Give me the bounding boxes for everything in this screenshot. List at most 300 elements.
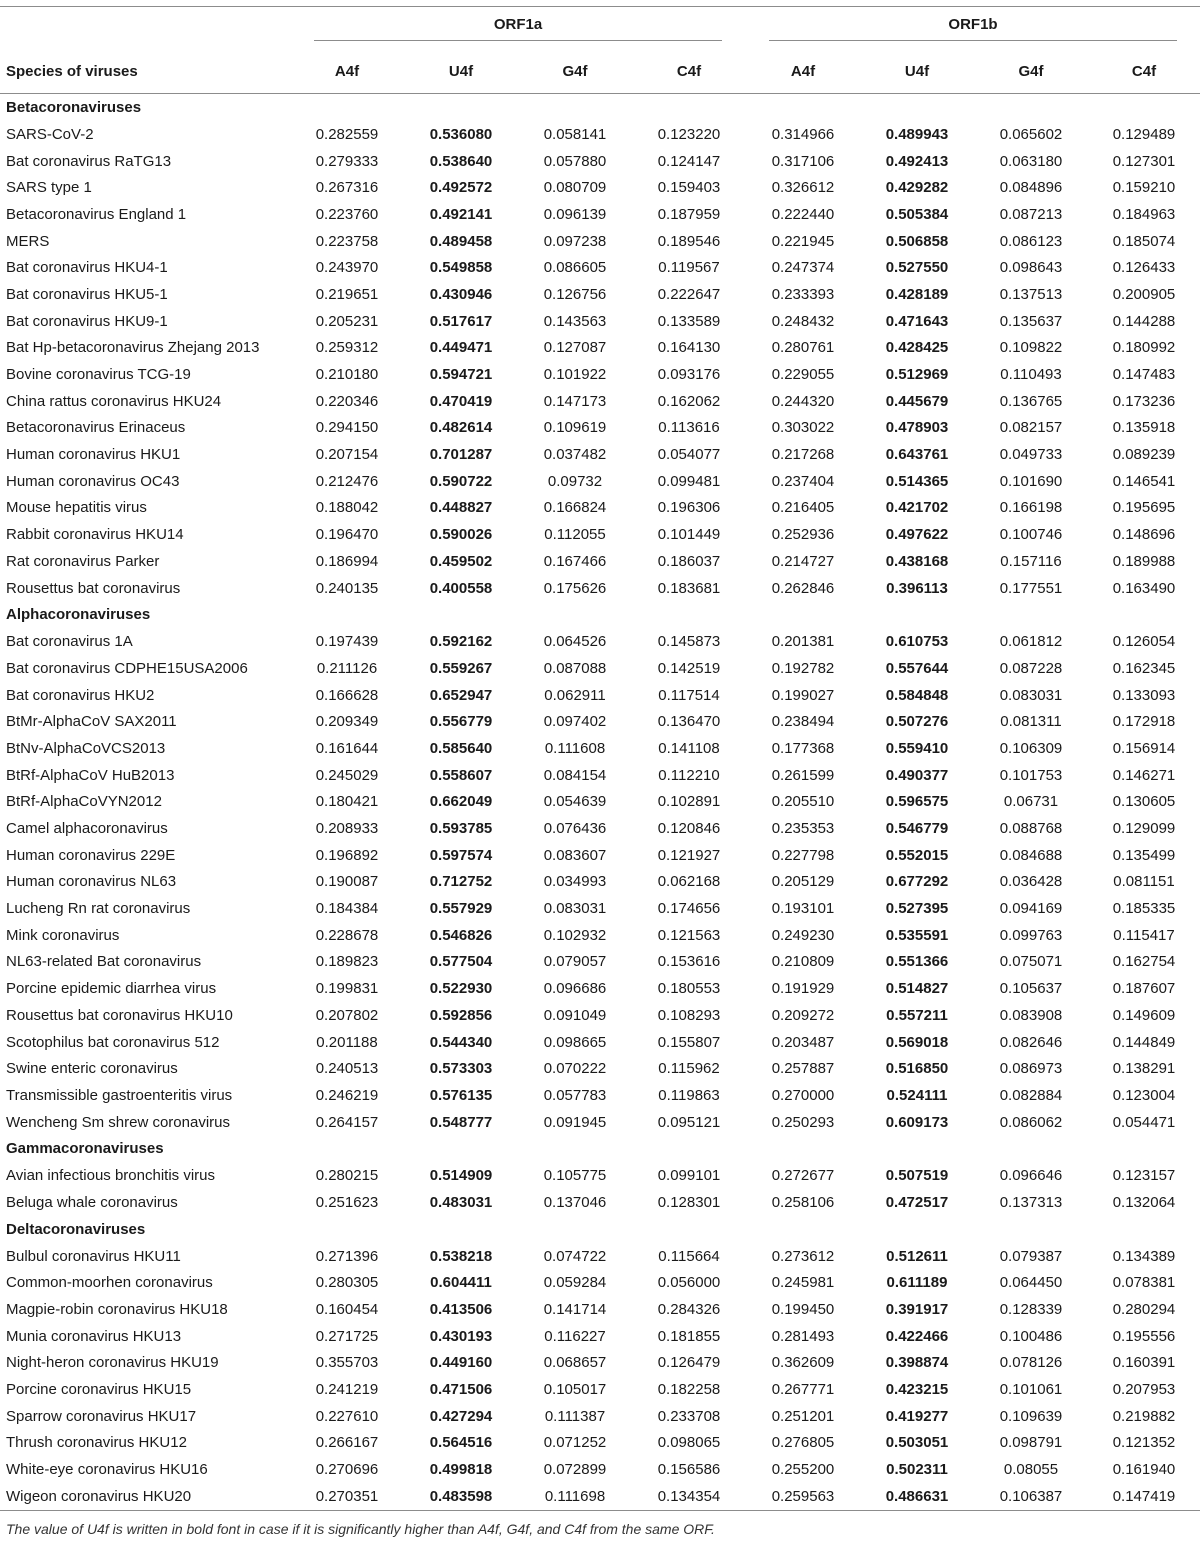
u4f-frequency-table: [0, 6, 1200, 1511]
value-cell: 0.259312: [315, 339, 379, 357]
value-cell: 0.490377: [885, 766, 949, 784]
species-name: NL63-related Bat coronavirus: [6, 953, 202, 971]
value-cell: 0.210180: [315, 366, 379, 384]
table-row: [0, 521, 1200, 548]
table-row: [0, 922, 1200, 949]
value-cell: 0.492413: [885, 152, 949, 170]
value-cell: 0.280215: [315, 1167, 379, 1185]
value-cell: 0.147483: [1112, 366, 1176, 384]
value-cell: 0.445679: [885, 392, 949, 410]
value-cell: 0.144849: [1112, 1033, 1176, 1051]
section-row: [0, 601, 1200, 628]
table-row: [0, 949, 1200, 976]
value-cell: 0.503051: [885, 1434, 949, 1452]
value-cell: 0.057783: [543, 1086, 607, 1104]
value-cell: 0.097238: [543, 232, 607, 250]
value-cell: 0.593785: [429, 820, 493, 838]
value-cell: 0.081151: [1113, 873, 1175, 891]
value-cell: 0.084154: [543, 766, 607, 784]
value-cell: 0.123220: [657, 125, 721, 143]
value-cell: 0.097402: [543, 713, 607, 731]
value-cell: 0.199831: [315, 980, 379, 998]
species-name: SARS-CoV-2: [6, 125, 94, 143]
value-cell: 0.138291: [1112, 1060, 1176, 1078]
value-cell: 0.251201: [771, 1407, 835, 1425]
species-name: Bat coronavirus 1A: [6, 633, 133, 651]
table-row: [0, 815, 1200, 842]
value-cell: 0.130605: [1112, 793, 1176, 811]
value-cell: 0.270000: [771, 1086, 835, 1104]
species-name: Sparrow coronavirus HKU17: [6, 1407, 197, 1425]
species-name: Rousettus bat coronavirus HKU10: [6, 1006, 233, 1024]
column-header-orf1a-u4f: U4f: [448, 62, 474, 80]
table-row: [0, 415, 1200, 442]
value-cell: 0.250293: [771, 1113, 835, 1131]
value-cell: 0.280305: [315, 1274, 379, 1292]
group-orf1b-label: ORF1b: [769, 16, 1177, 41]
value-cell: 0.096686: [543, 980, 607, 998]
value-cell: 0.514909: [429, 1167, 493, 1185]
species-name: Bulbul coronavirus HKU11: [6, 1247, 181, 1265]
value-cell: 0.086605: [543, 259, 607, 277]
value-cell: 0.108293: [657, 1006, 721, 1024]
species-name: Bat coronavirus RaTG13: [6, 152, 172, 170]
value-cell: 0.166198: [999, 499, 1063, 517]
value-cell: 0.106387: [999, 1487, 1063, 1505]
value-cell: 0.068657: [543, 1354, 607, 1372]
value-cell: 0.134354: [657, 1487, 721, 1505]
table-row: [0, 308, 1200, 335]
value-cell: 0.141714: [543, 1301, 607, 1319]
value-cell: 0.190087: [315, 873, 379, 891]
value-cell: 0.240513: [315, 1060, 379, 1078]
value-cell: 0.662049: [429, 793, 493, 811]
value-cell: 0.086123: [999, 232, 1063, 250]
value-cell: 0.271396: [315, 1247, 379, 1265]
table-row: [0, 1483, 1200, 1510]
value-cell: 0.063180: [999, 152, 1063, 170]
value-cell: 0.258106: [771, 1193, 835, 1211]
table-row: [0, 628, 1200, 655]
table-row: [0, 789, 1200, 816]
value-cell: 0.507276: [885, 713, 949, 731]
value-cell: 0.111698: [544, 1487, 606, 1505]
value-cell: 0.133093: [1112, 686, 1176, 704]
value-cell: 0.098643: [999, 259, 1063, 277]
value-cell: 0.093176: [657, 366, 721, 384]
value-cell: 0.251623: [315, 1193, 379, 1211]
value-cell: 0.121563: [657, 926, 721, 944]
value-cell: 0.111608: [544, 739, 606, 757]
species-name: Avian infectious bronchitis virus: [6, 1167, 215, 1185]
value-cell: 0.522930: [429, 980, 493, 998]
value-cell: 0.590722: [429, 472, 493, 490]
species-name: Beluga whale coronavirus: [6, 1193, 178, 1211]
value-cell: 0.071252: [543, 1434, 607, 1452]
value-cell: 0.081311: [1000, 713, 1062, 731]
table-row: [0, 735, 1200, 762]
table-row: [0, 762, 1200, 789]
value-cell: 0.113616: [658, 419, 720, 437]
column-header-orf1a-g4f: G4f: [562, 62, 588, 80]
value-cell: 0.609173: [885, 1113, 949, 1131]
value-cell: 0.209272: [771, 1006, 835, 1024]
value-cell: 0.083031: [543, 900, 607, 918]
value-cell: 0.205129: [771, 873, 835, 891]
table-row: [0, 1189, 1200, 1216]
value-cell: 0.391917: [885, 1301, 949, 1319]
value-cell: 0.096646: [999, 1167, 1063, 1185]
table-row: [0, 1376, 1200, 1403]
value-cell: 0.245029: [315, 766, 379, 784]
value-cell: 0.142519: [657, 659, 721, 677]
species-name: Night-heron coronavirus HKU19: [6, 1354, 219, 1372]
species-name: Wencheng Sm shrew coronavirus: [6, 1113, 230, 1131]
value-cell: 0.110493: [1000, 366, 1062, 384]
species-name: Mouse hepatitis virus: [6, 499, 147, 517]
value-cell: 0.089239: [1112, 446, 1176, 464]
species-name: BtNv-AlphaCoVCS2013: [6, 739, 166, 757]
value-cell: 0.303022: [771, 419, 835, 437]
value-cell: 0.072899: [543, 1461, 607, 1479]
value-cell: 0.087213: [999, 205, 1063, 223]
table-row: [0, 174, 1200, 201]
value-cell: 0.430193: [429, 1327, 493, 1345]
value-cell: 0.172918: [1112, 713, 1176, 731]
value-cell: 0.094169: [999, 900, 1063, 918]
value-cell: 0.584848: [885, 686, 949, 704]
value-cell: 0.610753: [885, 633, 949, 651]
value-cell: 0.270351: [315, 1487, 379, 1505]
species-name: Lucheng Rn rat coronavirus: [6, 900, 191, 918]
value-cell: 0.535591: [885, 926, 949, 944]
value-cell: 0.514827: [885, 980, 949, 998]
value-cell: 0.195695: [1112, 499, 1176, 517]
value-cell: 0.083031: [999, 686, 1063, 704]
value-cell: 0.264157: [315, 1113, 379, 1131]
value-cell: 0.272677: [771, 1167, 835, 1185]
value-cell: 0.471643: [885, 312, 949, 330]
value-cell: 0.061812: [999, 633, 1063, 651]
value-cell: 0.507519: [885, 1167, 949, 1185]
value-cell: 0.422466: [885, 1327, 949, 1345]
value-cell: 0.109822: [999, 339, 1063, 357]
value-cell: 0.199450: [771, 1301, 835, 1319]
value-cell: 0.419277: [885, 1407, 949, 1425]
value-cell: 0.597574: [429, 846, 493, 864]
value-cell: 0.160454: [315, 1301, 379, 1319]
value-cell: 0.428189: [885, 285, 949, 303]
value-cell: 0.105775: [543, 1167, 607, 1185]
value-cell: 0.201381: [771, 633, 835, 651]
value-cell: 0.502311: [886, 1461, 948, 1479]
value-cell: 0.512969: [885, 366, 949, 384]
species-name: Betacoronavirus England 1: [6, 205, 187, 223]
value-cell: 0.524111: [886, 1086, 948, 1104]
value-cell: 0.188042: [315, 499, 379, 517]
value-cell: 0.247374: [771, 259, 835, 277]
value-cell: 0.057880: [543, 152, 607, 170]
species-name: Swine enteric coronavirus: [6, 1060, 178, 1078]
value-cell: 0.195556: [1112, 1327, 1176, 1345]
value-cell: 0.255200: [771, 1461, 835, 1479]
value-cell: 0.186994: [315, 552, 379, 570]
value-cell: 0.214727: [771, 552, 835, 570]
value-cell: 0.153616: [657, 953, 721, 971]
value-cell: 0.594721: [429, 366, 493, 384]
value-cell: 0.527550: [885, 259, 949, 277]
table-body: [0, 94, 1200, 1511]
value-cell: 0.211126: [316, 659, 378, 677]
table-row: [0, 1270, 1200, 1297]
value-cell: 0.128301: [657, 1193, 721, 1211]
table-row: [0, 201, 1200, 228]
value-cell: 0.102891: [657, 793, 721, 811]
value-cell: 0.078381: [1112, 1274, 1176, 1292]
value-cell: 0.712752: [429, 873, 493, 891]
table-row: [0, 148, 1200, 175]
table-row: [0, 655, 1200, 682]
value-cell: 0.065602: [999, 125, 1063, 143]
value-cell: 0.208933: [315, 820, 379, 838]
header-spacer: [0, 7, 290, 49]
value-cell: 0.564516: [429, 1434, 493, 1452]
value-cell: 0.086973: [999, 1060, 1063, 1078]
value-cell: 0.514365: [885, 472, 949, 490]
value-cell: 0.036428: [999, 873, 1063, 891]
value-cell: 0.079387: [999, 1247, 1063, 1265]
value-cell: 0.173236: [1112, 392, 1176, 410]
species-name: Mink coronavirus: [6, 926, 120, 944]
value-cell: 0.222647: [657, 285, 721, 303]
value-cell: 0.196892: [315, 846, 379, 864]
value-cell: 0.123004: [1112, 1086, 1176, 1104]
value-cell: 0.499818: [429, 1461, 493, 1479]
value-cell: 0.355703: [315, 1354, 379, 1372]
value-cell: 0.185074: [1112, 232, 1176, 250]
species-name: BtRf-AlphaCoV HuB2013: [6, 766, 175, 784]
species-name: Bat coronavirus CDPHE15USA2006: [6, 659, 248, 677]
value-cell: 0.248432: [771, 312, 835, 330]
table-row: [0, 335, 1200, 362]
value-cell: 0.261599: [771, 766, 835, 784]
value-cell: 0.133589: [657, 312, 721, 330]
value-cell: 0.492572: [429, 179, 493, 197]
value-cell: 0.174656: [657, 900, 721, 918]
value-cell: 0.147419: [1112, 1487, 1176, 1505]
value-cell: 0.243970: [315, 259, 379, 277]
table-row: [0, 575, 1200, 602]
value-cell: 0.489458: [429, 232, 493, 250]
value-cell: 0.186037: [657, 552, 721, 570]
value-cell: 0.257887: [771, 1060, 835, 1078]
value-cell: 0.054077: [657, 446, 721, 464]
value-cell: 0.209349: [315, 713, 379, 731]
value-cell: 0.078126: [999, 1354, 1063, 1372]
value-cell: 0.398874: [885, 1354, 949, 1372]
value-cell: 0.429282: [885, 179, 949, 197]
value-cell: 0.088768: [999, 820, 1063, 838]
value-cell: 0.506858: [885, 232, 949, 250]
value-cell: 0.517617: [429, 312, 493, 330]
value-cell: 0.235353: [771, 820, 835, 838]
value-cell: 0.270696: [315, 1461, 379, 1479]
value-cell: 0.100746: [999, 526, 1063, 544]
value-cell: 0.413506: [429, 1301, 493, 1319]
value-cell: 0.237404: [771, 472, 835, 490]
value-cell: 0.472517: [885, 1193, 949, 1211]
value-cell: 0.132064: [1112, 1193, 1176, 1211]
value-cell: 0.267771: [771, 1381, 835, 1399]
value-cell: 0.134389: [1112, 1247, 1176, 1265]
section-row: [0, 1135, 1200, 1162]
value-cell: 0.551366: [885, 953, 949, 971]
value-cell: 0.492141: [429, 205, 493, 223]
value-cell: 0.136765: [999, 392, 1063, 410]
table-row: [0, 388, 1200, 415]
table-row: [0, 495, 1200, 522]
value-cell: 0.197439: [315, 633, 379, 651]
value-cell: 0.098791: [999, 1434, 1063, 1452]
value-cell: 0.207154: [315, 446, 379, 464]
value-cell: 0.166824: [543, 499, 607, 517]
value-cell: 0.148696: [1112, 526, 1176, 544]
value-cell: 0.189988: [1112, 552, 1176, 570]
value-cell: 0.643761: [885, 446, 949, 464]
value-cell: 0.459502: [429, 552, 493, 570]
value-cell: 0.207802: [315, 1006, 379, 1024]
value-cell: 0.677292: [885, 873, 949, 891]
value-cell: 0.099101: [657, 1167, 721, 1185]
value-cell: 0.210809: [771, 953, 835, 971]
value-cell: 0.126479: [657, 1354, 721, 1372]
column-header-orf1b-u4f: U4f: [904, 62, 930, 80]
table-row: [0, 895, 1200, 922]
value-cell: 0.196470: [315, 526, 379, 544]
species-name: Magpie-robin coronavirus HKU18: [6, 1301, 228, 1319]
value-cell: 0.054471: [1112, 1113, 1176, 1131]
value-cell: 0.427294: [429, 1407, 493, 1425]
value-cell: 0.259563: [771, 1487, 835, 1505]
value-cell: 0.421702: [885, 499, 949, 517]
value-cell: 0.156914: [1112, 739, 1176, 757]
value-cell: 0.241219: [315, 1381, 379, 1399]
value-cell: 0.034993: [543, 873, 607, 891]
value-cell: 0.096139: [543, 205, 607, 223]
value-cell: 0.189823: [315, 953, 379, 971]
value-cell: 0.246219: [315, 1086, 379, 1104]
value-cell: 0.137513: [999, 285, 1063, 303]
value-cell: 0.06731: [1003, 793, 1059, 811]
value-cell: 0.037482: [543, 446, 607, 464]
species-name: Porcine epidemic diarrhea virus: [6, 980, 217, 998]
value-cell: 0.143563: [543, 312, 607, 330]
value-cell: 0.076436: [543, 820, 607, 838]
value-cell: 0.111387: [544, 1407, 606, 1425]
value-cell: 0.058141: [543, 125, 607, 143]
value-cell: 0.205231: [315, 312, 379, 330]
table-row: [0, 228, 1200, 255]
value-cell: 0.262846: [771, 579, 835, 597]
species-name: Munia coronavirus HKU13: [6, 1327, 182, 1345]
value-cell: 0.100486: [999, 1327, 1063, 1345]
value-cell: 0.557929: [429, 900, 493, 918]
value-cell: 0.486631: [885, 1487, 949, 1505]
value-cell: 0.141108: [658, 739, 720, 757]
value-cell: 0.592856: [429, 1006, 493, 1024]
value-cell: 0.115962: [658, 1060, 720, 1078]
value-cell: 0.546779: [885, 820, 949, 838]
value-cell: 0.271725: [315, 1327, 379, 1345]
value-cell: 0.106309: [999, 739, 1063, 757]
value-cell: 0.396113: [886, 579, 948, 597]
value-cell: 0.121352: [1112, 1434, 1176, 1452]
value-cell: 0.471506: [429, 1381, 493, 1399]
column-header-orf1a-c4f: C4f: [676, 62, 702, 80]
value-cell: 0.449471: [429, 339, 493, 357]
value-cell: 0.112055: [544, 526, 606, 544]
value-cell: 0.227798: [771, 846, 835, 864]
value-cell: 0.187607: [1112, 980, 1176, 998]
value-cell: 0.098665: [543, 1033, 607, 1051]
value-cell: 0.159210: [1112, 179, 1176, 197]
value-cell: 0.080709: [543, 179, 607, 197]
table-row: [0, 1403, 1200, 1430]
value-cell: 0.105637: [999, 980, 1063, 998]
value-cell: 0.193101: [771, 900, 835, 918]
value-cell: 0.556779: [429, 713, 493, 731]
value-cell: 0.101690: [999, 472, 1063, 490]
value-cell: 0.087228: [999, 659, 1063, 677]
value-cell: 0.105017: [543, 1381, 607, 1399]
value-cell: 0.074722: [543, 1247, 607, 1265]
value-cell: 0.102932: [543, 926, 607, 944]
value-cell: 0.163490: [1112, 579, 1176, 597]
value-cell: 0.267316: [315, 179, 379, 197]
value-cell: 0.559410: [885, 739, 949, 757]
value-cell: 0.129489: [1112, 125, 1176, 143]
table-row: [0, 1055, 1200, 1082]
value-cell: 0.273612: [771, 1247, 835, 1265]
table-row: [0, 281, 1200, 308]
value-cell: 0.557211: [886, 1006, 948, 1024]
value-cell: 0.156586: [657, 1461, 721, 1479]
value-cell: 0.282559: [315, 125, 379, 143]
value-cell: 0.362609: [771, 1354, 835, 1372]
value-cell: 0.181855: [657, 1327, 721, 1345]
value-cell: 0.062168: [657, 873, 721, 891]
species-name: BtRf-AlphaCoVYN2012: [6, 793, 162, 811]
value-cell: 0.505384: [885, 205, 949, 223]
value-cell: 0.470419: [429, 392, 493, 410]
value-cell: 0.216405: [771, 499, 835, 517]
value-cell: 0.128339: [999, 1301, 1063, 1319]
value-cell: 0.585640: [429, 739, 493, 757]
value-cell: 0.126433: [1112, 259, 1176, 277]
value-cell: 0.101753: [999, 766, 1063, 784]
value-cell: 0.137313: [999, 1193, 1063, 1211]
value-cell: 0.162345: [1112, 659, 1176, 677]
value-cell: 0.223758: [315, 232, 379, 250]
value-cell: 0.549858: [429, 259, 493, 277]
value-cell: 0.119863: [658, 1086, 720, 1104]
species-name: White-eye coronavirus HKU16: [6, 1461, 208, 1479]
table-row: [0, 548, 1200, 575]
value-cell: 0.538218: [429, 1247, 493, 1265]
value-cell: 0.569018: [885, 1033, 949, 1051]
value-cell: 0.217268: [771, 446, 835, 464]
table-row: [0, 1296, 1200, 1323]
